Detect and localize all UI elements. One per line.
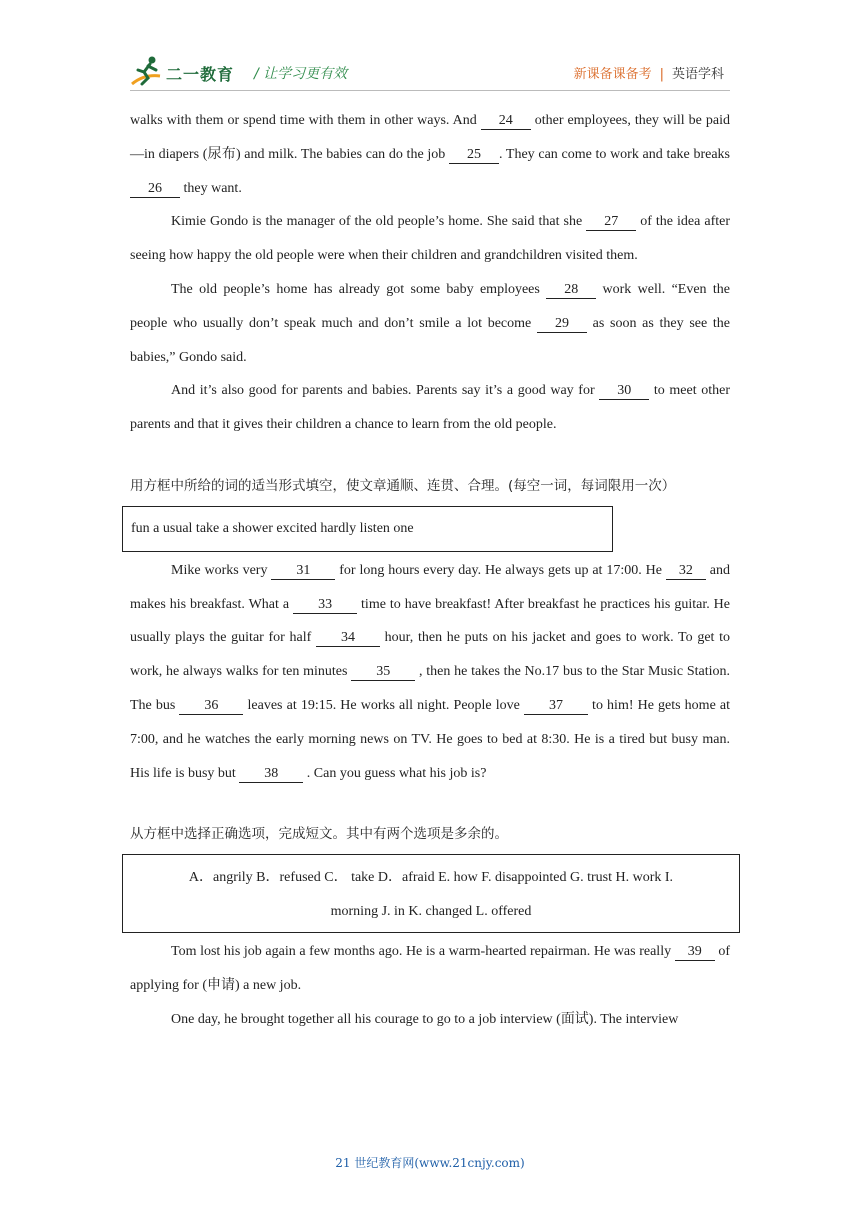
document-body — [130, 104, 730, 1037]
blank-33: 33 — [293, 596, 357, 614]
section-instruction: 从方框中选择正确选项，完成短文。其中有两个选项是多余的。 — [130, 826, 508, 843]
blank-26: 26 — [130, 180, 180, 198]
paragraph: Tom lost his job again a few months ago. He is a warm-hearted repairman. He was really 39 of applying for (申请) a new job. — [130, 944, 730, 993]
paragraph: And it’s also good for parents and babies. Parents say it’s a good way for 30 to meet other parents and that it gives their children a chance to learn from the old people. — [130, 383, 730, 433]
paragraph: Kimie Gondo is the manager of the old people’s home. She said that she 27 of the idea after seeing how happy the old people were when their children and grandchildren visited them. — [130, 214, 731, 264]
header-right — [574, 63, 724, 82]
options-line: A．angrily B．refused C． take D．afraid E. how F. disappointed G. trust H. work I. — [188, 870, 674, 886]
header-course: 新课备课备考 — [573, 67, 652, 82]
blank-29: 29 — [537, 315, 587, 333]
options-line: morning J. in K. changed L. offered — [330, 904, 532, 920]
blank-27: 27 — [586, 213, 636, 231]
runner-logo-icon — [130, 54, 166, 88]
slogan: / 让学习更有效 — [254, 66, 348, 82]
blank-39: 39 — [675, 943, 715, 961]
blank-31: 31 — [271, 562, 335, 580]
blank-38: 38 — [239, 765, 303, 783]
section-instruction: 用方框中所给的词的适当形式填空，使文章通顺、连贯、合理。(每空一词，每词限用一次） — [130, 477, 676, 494]
blank-25: 25 — [449, 146, 499, 164]
blank-36: 36 — [179, 697, 243, 715]
options-box — [122, 854, 740, 933]
blank-34: 34 — [316, 629, 380, 647]
logo-text: 二一教育 — [166, 65, 235, 84]
blank-24: 24 — [481, 112, 531, 130]
blank-32: 32 — [666, 562, 706, 580]
blank-35: 35 — [351, 663, 415, 681]
header-subject: 英语学科 — [671, 67, 724, 82]
paragraph: One day, he brought together all his courage to go to a job interview (面试). The interview — [171, 1011, 679, 1027]
blank-30: 30 — [599, 382, 649, 400]
blank-28: 28 — [546, 281, 596, 299]
logo — [130, 54, 240, 88]
paragraph: The old people’s home has already got some baby employees 28 work well. “Even the people who usually don’t speak much and don’t smile a lot become 29 as soon as they see the babies,” Gondo said. — [130, 281, 731, 365]
header-separator: | — [659, 67, 664, 82]
paragraph: walks with them or spend time with them in other ways. And 24 other employees, they will be paid—in diapers (尿布) and milk. The babies can do the job 25 . They can come to work and take breaks 26 they want. — [130, 113, 730, 196]
paragraph: Mike works very 31 for long hours every day. He always gets up at 17:00. He 32 and makes his breakfast. What a 33 time to have breakfast! After breakfast he practices his guitar. He usually plays the guitar for half 34 hour, then he puts on his jacket and goes to work. To get to work, he always walks for ten minutes 35 , then he takes the No.17 bus to the Star Music Station. The bus 36 leaves at 19:15. He works all night. People love 37 to him! He gets home at 7:00, and he watches the early morning news on TV. He goes to bed at 8:30. He is a tired but busy man. His life is busy but 38 . Can you guess what his job is? — [130, 562, 731, 781]
word-box: fun a usual take a shower excited hardly listen one — [122, 506, 613, 552]
page-footer: 21 世纪教育网(www.21cnjy.com) — [335, 1156, 525, 1170]
header-divider — [130, 90, 730, 91]
blank-37: 37 — [524, 697, 588, 715]
page-header — [130, 54, 730, 90]
